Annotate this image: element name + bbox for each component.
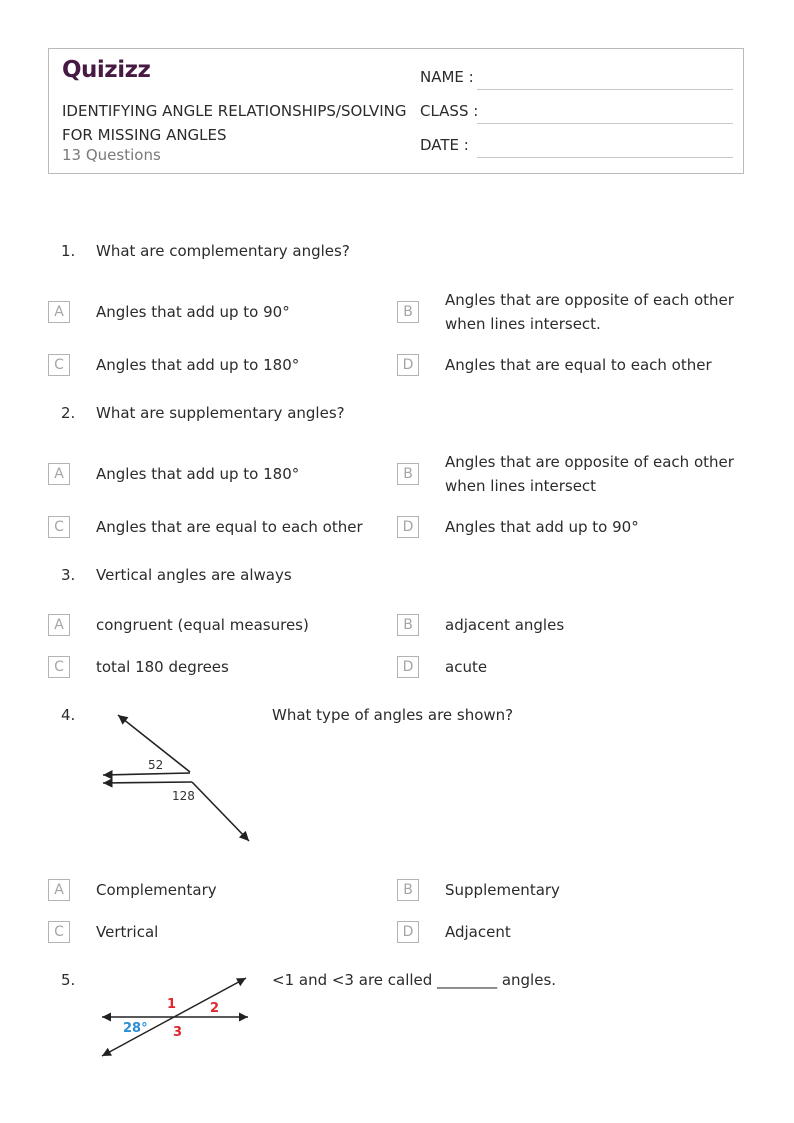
option-b-text: Angles that are opposite of each other when lines intersect	[445, 453, 734, 495]
angle-label-2: 2	[210, 1001, 220, 1016]
option-a-box[interactable]: A	[48, 879, 70, 901]
date-line[interactable]	[477, 157, 733, 158]
angle-label-3: 3	[173, 1025, 183, 1040]
option-c-box[interactable]: C	[48, 354, 70, 376]
angle-label-1: 1	[167, 997, 177, 1012]
angle-label-52: 52	[148, 758, 164, 772]
option-b-box[interactable]: B	[397, 614, 419, 636]
option-d-box[interactable]: D	[397, 921, 419, 943]
name-line[interactable]	[477, 89, 733, 90]
option-a-text: Angles that add up to 180°	[96, 465, 300, 483]
option-d-text: Angles that add up to 90°	[445, 518, 639, 536]
option-d-box[interactable]: D	[397, 656, 419, 678]
question-text: What are supplementary angles?	[96, 404, 345, 422]
option-c-box[interactable]: C	[48, 921, 70, 943]
question-text: What are complementary angles?	[96, 242, 350, 260]
option-a-text: Angles that add up to 90°	[96, 303, 290, 321]
name-label: NAME :	[420, 68, 474, 86]
question-count: 13 Questions	[62, 146, 161, 164]
option-a-text: Complementary	[96, 881, 217, 899]
question-number: 4.	[61, 706, 76, 724]
question-text: Vertical angles are always	[96, 566, 292, 584]
option-c-text: total 180 degrees	[96, 658, 229, 676]
question-text: What type of angles are shown?	[272, 706, 514, 724]
question-number: 3.	[61, 566, 76, 584]
quizizz-logo: Quizizz	[62, 57, 151, 83]
option-d-box[interactable]: D	[397, 516, 419, 538]
angle-figure-q4	[96, 706, 256, 846]
date-label: DATE :	[420, 136, 469, 154]
worksheet-title: IDENTIFYING ANGLE RELATIONSHIPS/SOLVING FOR MISSING ANGLES	[62, 102, 407, 144]
option-b-text: adjacent angles	[445, 616, 565, 634]
option-b-box[interactable]: B	[397, 301, 419, 323]
question-text: <1 and <3 are called ________ angles.	[272, 971, 557, 989]
option-d-text: Adjacent	[445, 923, 511, 941]
class-line[interactable]	[477, 123, 733, 124]
option-c-text: Vertrical	[96, 923, 159, 941]
option-c-box[interactable]: C	[48, 516, 70, 538]
option-a-text: congruent (equal measures)	[96, 616, 309, 634]
angle-figure-q5	[96, 970, 256, 1062]
angle-label-28: 28°	[123, 1021, 148, 1036]
class-label: CLASS :	[420, 102, 479, 120]
option-a-box[interactable]: A	[48, 463, 70, 485]
worksheet-header	[48, 48, 744, 174]
option-d-box[interactable]: D	[397, 354, 419, 376]
option-a-box[interactable]: A	[48, 301, 70, 323]
angle-label-128: 128	[172, 789, 195, 803]
question-number: 2.	[61, 404, 76, 422]
option-c-text: Angles that add up to 180°	[96, 356, 300, 374]
option-d-text: Angles that are equal to each other	[445, 356, 712, 374]
option-b-box[interactable]: B	[397, 879, 419, 901]
question-number: 5.	[61, 971, 76, 989]
option-d-text: acute	[445, 658, 488, 676]
ray-left-lower	[103, 782, 192, 783]
option-c-box[interactable]: C	[48, 656, 70, 678]
option-c-text: Angles that are equal to each other	[96, 518, 363, 536]
option-b-box[interactable]: B	[397, 463, 419, 485]
question-number: 1.	[61, 242, 76, 260]
option-a-box[interactable]: A	[48, 614, 70, 636]
ray-left-upper	[103, 773, 190, 775]
ray-lower-right	[192, 782, 249, 841]
option-b-text: Supplementary	[445, 881, 560, 899]
option-b-text: Angles that are opposite of each other when lines intersect.	[445, 291, 734, 333]
